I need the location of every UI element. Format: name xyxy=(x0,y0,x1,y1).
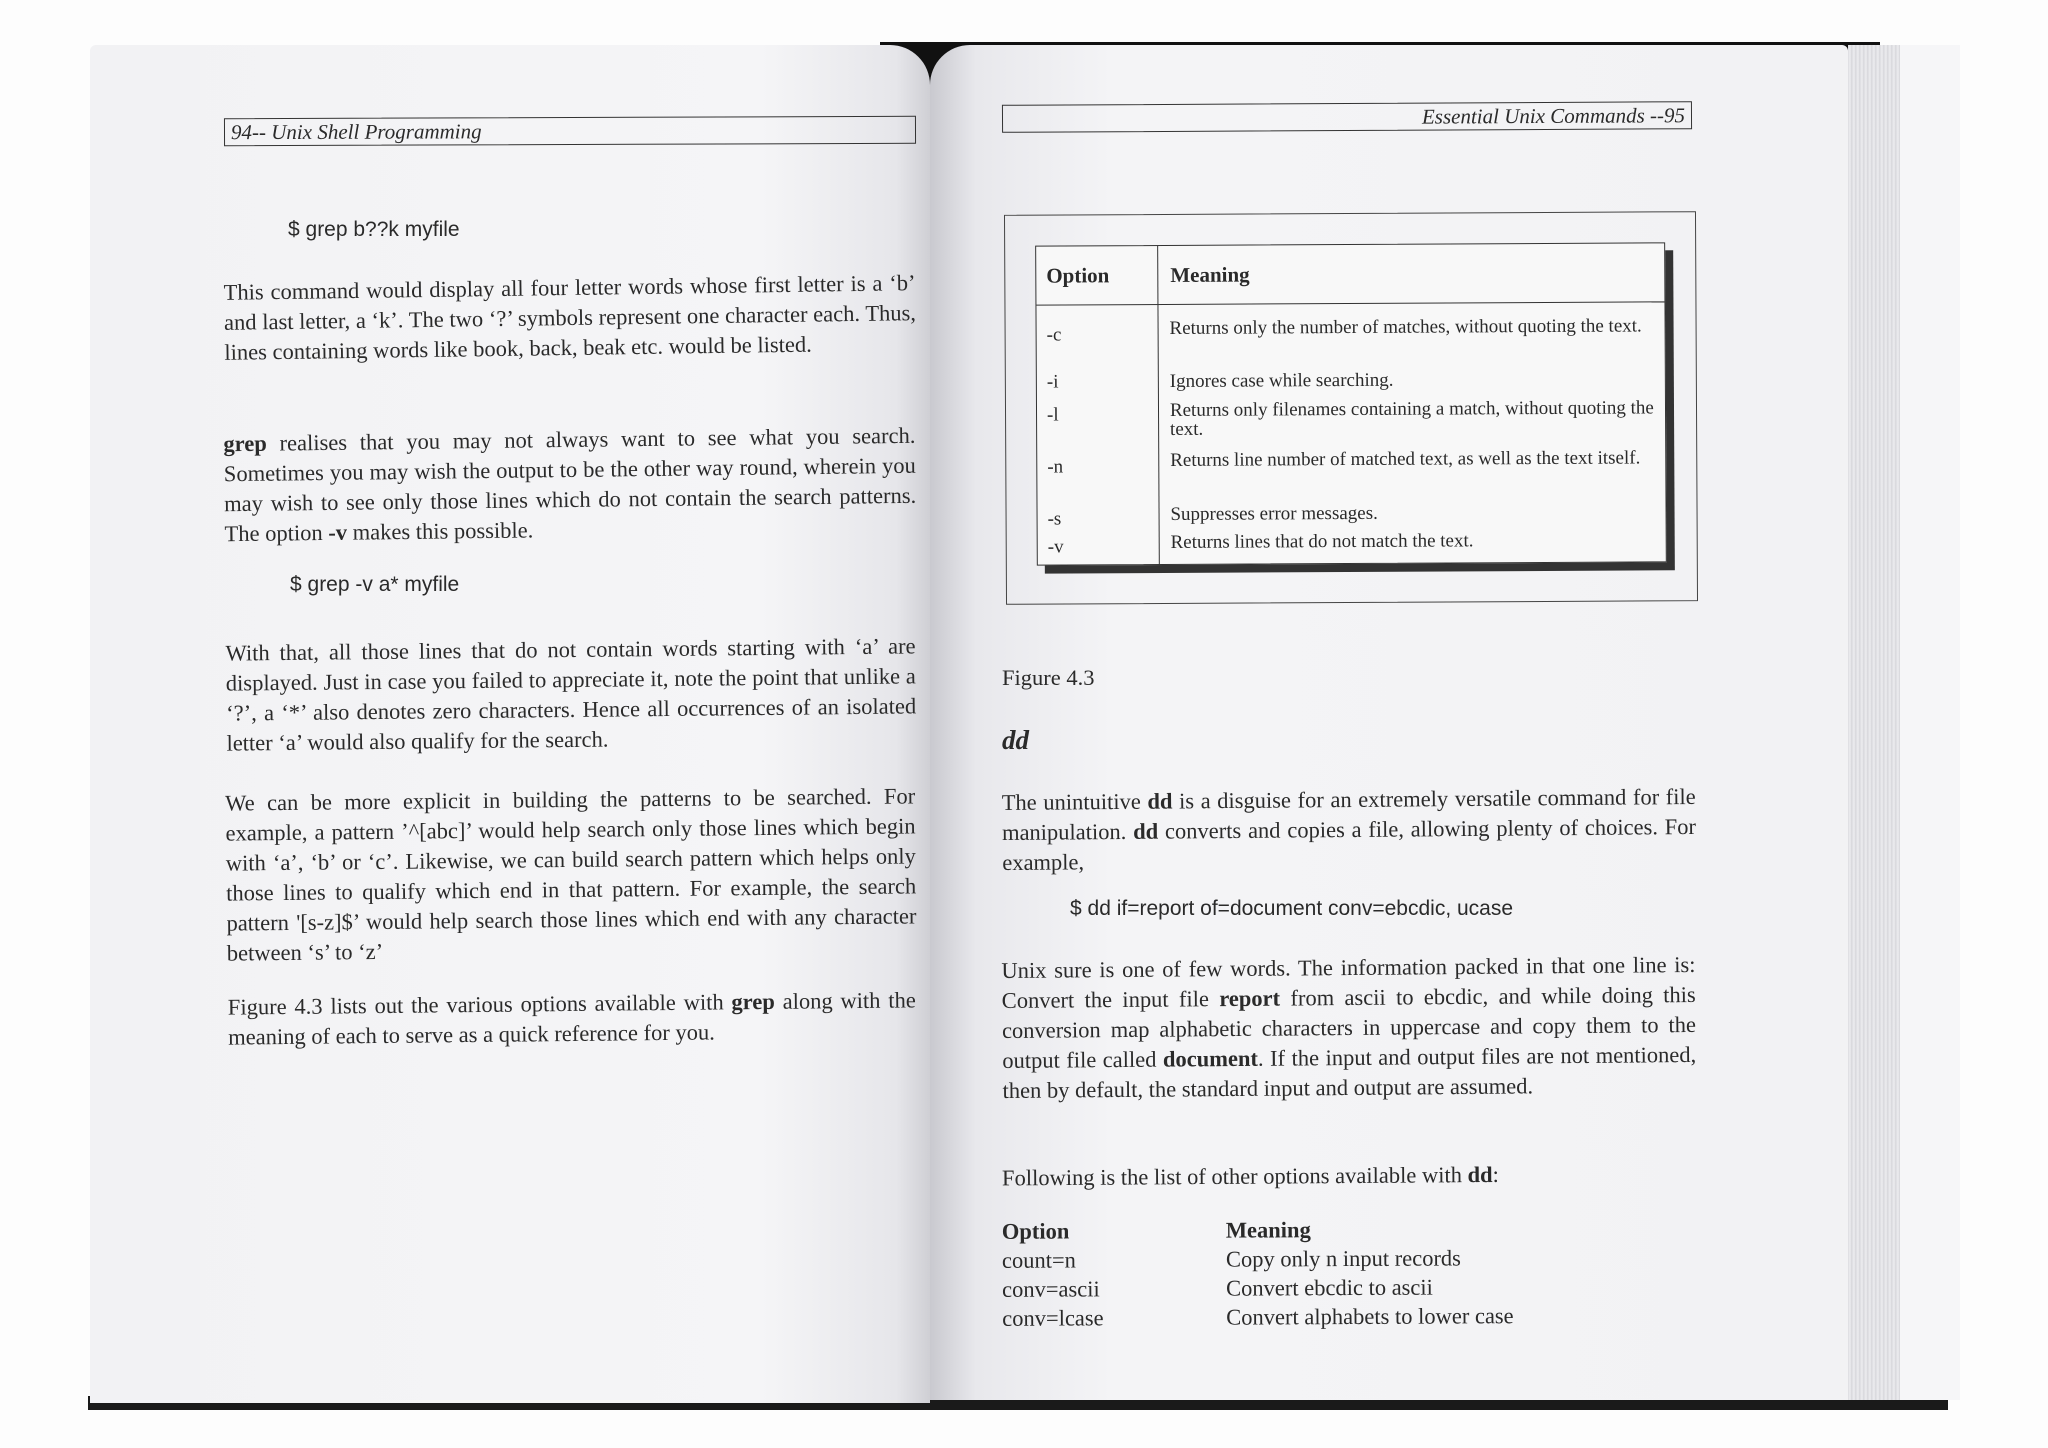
table-header-meaning: Meaning xyxy=(1170,262,1250,287)
table-body xyxy=(1036,302,1665,565)
paragraph-figure-reference: Figure 4.3 lists out the various options available with grep along with the meaning of each to serve as a quick reference for you. xyxy=(227,987,916,1050)
table-cell-option: -v xyxy=(1047,536,1064,558)
table-header-option: Option xyxy=(1036,246,1158,305)
code-example-grep-v: $ grep -v a* myfile xyxy=(290,573,460,596)
bold-term-document: document xyxy=(1162,1045,1259,1072)
dd-option-name: count=n xyxy=(1001,1247,1076,1273)
left-page-header: 94-- Unix Shell Programming xyxy=(224,116,916,146)
dd-options-list xyxy=(1002,1213,1703,1333)
figure-4-3-frame xyxy=(1004,211,1698,605)
code-example-dd: $ dd if=report of=document conv=ebcdic, ucase xyxy=(1070,897,1514,920)
list-item xyxy=(1002,1300,1702,1333)
list-item xyxy=(1002,1242,1702,1275)
table-cell-meaning: Suppresses error messages. xyxy=(1170,502,1378,525)
dd-options-header-option: Option xyxy=(1001,1218,1070,1244)
bold-term-dd: dd xyxy=(1133,818,1159,844)
grep-options-table xyxy=(1035,242,1667,565)
table-cell-meaning: Returns line number of matched text, as well as the text itself. xyxy=(1170,447,1641,471)
code-example-grep-b-k: $ grep b??k myfile xyxy=(288,218,460,241)
table-row xyxy=(1038,502,1666,528)
list-item xyxy=(1002,1271,1702,1304)
bold-term-report: report xyxy=(1219,985,1281,1012)
bold-term-grep: grep xyxy=(223,430,267,457)
bold-option-v: -v xyxy=(328,519,348,545)
table-row xyxy=(1037,448,1665,476)
figure-caption: Figure 4.3 xyxy=(1002,665,1095,690)
paragraph-dd-options-intro: Following is the list of other options available with dd: xyxy=(1001,1161,1499,1191)
right-page-header: Essential Unix Commands --95 xyxy=(1002,101,1692,133)
page-edge-margin xyxy=(1900,45,1960,1400)
table-header-row xyxy=(1036,243,1664,305)
table-row xyxy=(1037,316,1665,344)
bold-term-grep: grep xyxy=(731,988,775,1015)
bold-term-dd: dd xyxy=(1147,788,1173,814)
table-cell-meaning: Returns only filenames containing a match, without quoting the text. xyxy=(1169,397,1654,440)
section-title-dd: dd xyxy=(1002,725,1029,755)
right-page xyxy=(930,45,1848,1400)
paragraph-grep-wildcard: This command would display all four letter words whose first letter is a ‘b’ and last letter, a ‘k’. The two ‘?’ symbols represent one character each. Thus, lines containing words like book, back, beak etc. would be listed. xyxy=(223,270,917,365)
dd-options-header-meaning: Meaning xyxy=(1225,1217,1311,1243)
left-page xyxy=(90,45,930,1403)
table-cell-option: -l xyxy=(1046,404,1059,426)
dd-option-meaning: Convert alphabets to lower case xyxy=(1226,1303,1514,1330)
table-cell-option: -i xyxy=(1046,371,1059,393)
paragraph-grep-invert: grep realises that you may not always want to see what you search. Sometimes you may wish the output to be the other way round, wherein you may wish to see only those lines which do not contain the search patterns. The option -v makes this possible. xyxy=(223,422,917,547)
paragraph-dd-intro: The unintuitive dd is a disguise for an extremely versatile command for file manipulation. dd converts and copies a file, allowing plenty of choices. For example, xyxy=(1001,783,1697,876)
table-row xyxy=(1037,369,1665,391)
table-cell-option: -s xyxy=(1047,508,1062,530)
paragraph-grep-patterns: We can be more explicit in building the patterns to be searched. For example, a pattern ’^[abc]’ would help search only those lines which begin with ‘a’, ‘b’ or ‘c’. Likewise, we can build search pattern which helps only those lines to qualify which end in that pattern. For example, the search pattern '[s-z]$’ would help search those lines which end with any character between ‘s’ to ‘z’ xyxy=(225,783,917,966)
table-cell-meaning: Returns lines that do not match the text. xyxy=(1170,530,1474,553)
paragraph-dd-explanation: Unix sure is one of few words. The information packed in that one line is: Convert the input file report from ascii to ebcdic, and while doing this conversion map alphabetic characters in uppercase and copy them to the output file called document. If the input and output files are not mentioned, then by default, the standard input and output are assumed. xyxy=(1001,951,1697,1104)
dd-option-meaning: Copy only n input records xyxy=(1225,1245,1461,1272)
dd-option-name: conv=lcase xyxy=(1002,1305,1104,1331)
page-edges xyxy=(1848,45,1900,1400)
dd-options-header xyxy=(1002,1213,1702,1246)
dd-option-meaning: Convert ebcdic to ascii xyxy=(1226,1274,1433,1301)
dd-option-name: conv=ascii xyxy=(1002,1276,1100,1302)
table-row xyxy=(1037,398,1665,439)
table-cell-meaning: Ignores case while searching. xyxy=(1169,369,1394,392)
paragraph-grep-star: With that, all those lines that do not contain words starting with ‘a’ are displayed. Just in case you failed to appreciate it, note the point that unlike a ‘?’, a ‘*’ also denotes zero characters. Hence all occurrences of an isolated letter ‘a’ would also qualify for the search. xyxy=(225,633,917,756)
bold-term-dd: dd xyxy=(1467,1161,1493,1188)
table-cell-option: -c xyxy=(1046,324,1062,346)
table-cell-option: -n xyxy=(1047,456,1064,478)
table-cell-meaning: Returns only the number of matches, without quoting the text. xyxy=(1169,315,1642,339)
table-row xyxy=(1038,530,1666,556)
